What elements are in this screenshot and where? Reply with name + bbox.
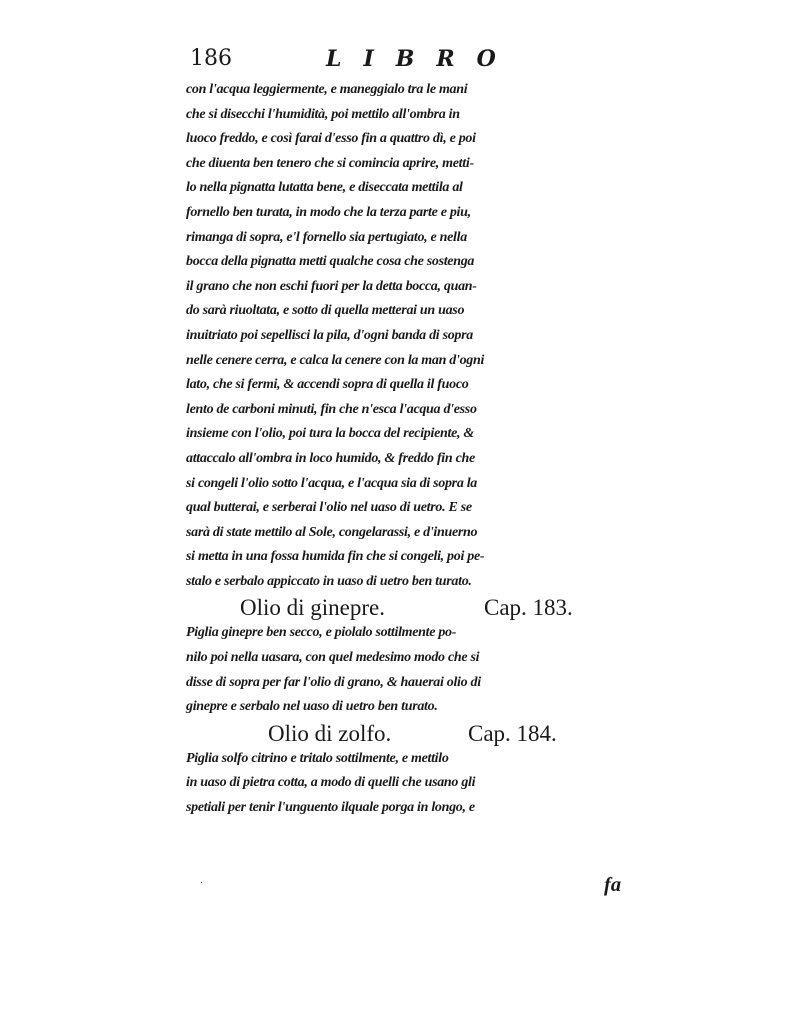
text-line: lo nella pignatta lutatta bene, e diseccata mettila al [186,180,463,196]
text-line: Piglia ginepre ben secco, e piolalo sottilmente po- [186,625,457,641]
text-line: sarà di state mettilo al Sole, congelarassi, e d'inuerno [186,524,478,540]
text-line: attaccalo all'ombra in loco humido, & freddo fin che [186,450,475,466]
text-line: qual butterai, e serberai l'olio nel uaso di uetro. E se [186,500,472,516]
text-line: insieme con l'olio, poi tura la bocca del recipiente, & [186,426,474,442]
text-line: lento de carboni minuti, fin che n'esca l'acqua d'esso [186,401,477,417]
text-line: il grano che non eschi fuori per la detta bocca, quan- [186,278,477,294]
book-page [186,44,656,896]
running-title: LIBRO [326,46,518,72]
text-line: in uaso di pietra cotta, a modo di quelli che usano gli [186,775,476,791]
text-line: con l'acqua leggiermente, e maneggialo tra le mani [186,82,468,97]
text-block-1 [186,78,656,594]
text-line: ginepre e serbalo nel uaso di uetro ben turato. [186,699,438,715]
text-line: inuitriato poi sepellisci la pila, d'ogni banda di sopra [186,327,473,343]
text-block-3 [186,747,656,821]
text-line: Piglia solfo citrino e tritalo sottilmente, e mettilo [186,750,449,766]
text-line: fornello ben turata, in modo che la terza parte e piu, [186,204,471,220]
chapter-heading-184 [186,720,656,747]
text-line: disse di sopra per far l'olio di grano, & hauerai olio di [186,674,481,690]
catchword: fa [604,874,622,896]
text-line: che diuenta ben tenero che si comincia aprire, metti- [186,155,474,171]
text-line: nilo poi nella uasara, con quel medesimo modo che si [186,650,480,666]
text-line: rimanga di sopra, e'l fornello sia pertugiato, e nella [186,229,467,245]
text-line: si congeli l'olio sotto l'acqua, e l'acqua sia di sopra la [186,475,478,491]
text-line: nelle cenere cerra, e calca la cenere con la man d'ogni [186,352,485,368]
text-line: spetiali per tenir l'unguento ilquale porga in longo, e [186,800,475,816]
text-line: si metta in una fossa humida fin che si congeli, poi pe- [186,549,485,565]
text-line: luoco freddo, e così farai d'esso fin a quattro dì, e poi [186,131,476,147]
text-line: bocca della pignatta metti qualche cosa che sostenga [186,254,475,270]
chapter-number: Cap. 184. [468,720,557,746]
text-line: lato, che si fermi, & accendi sopra di quella il fuoco [186,377,469,393]
text-line: che si disecchi l'humidità, poi mettilo all'ombra in [186,106,460,122]
ink-speck: · [200,878,204,889]
page-number: 186 [190,46,232,71]
chapter-title: Olio di zolfo. [268,720,392,746]
chapter-number: Cap. 183. [484,595,573,621]
text-line: stalo e serbalo appiccato in uaso di uetro ben turato. [186,573,472,589]
text-line: do sarà riuoltata, e sotto di quella metterai un uaso [186,303,465,319]
chapter-title: Olio di ginepre. [240,595,385,621]
text-block-2 [186,621,656,719]
running-head [186,44,656,78]
chapter-heading-183 [186,594,656,621]
